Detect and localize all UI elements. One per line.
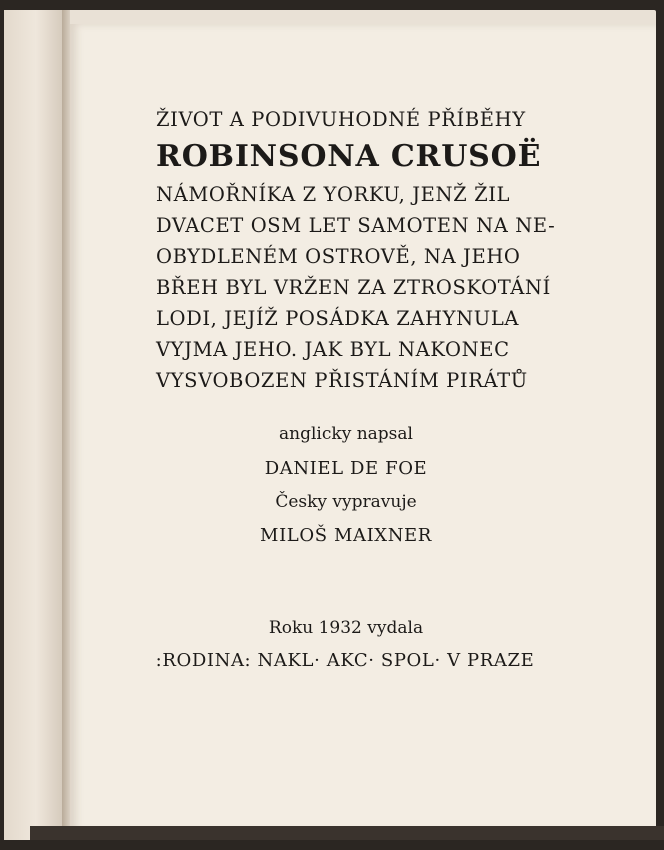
- publisher-line: :RODINA: NAKL· AKC· SPOL· V PRAZE: [155, 650, 535, 671]
- book-gutter: [62, 10, 70, 840]
- book-title: [156, 104, 556, 396]
- book-bottom-edge: [30, 826, 664, 840]
- title-line: NÁMOŘNÍKA Z YORKU, JENŽ ŽIL: [156, 183, 511, 206]
- publication-year-line: Roku 1932 vydala: [268, 618, 424, 638]
- author-name: DANIEL DE FOE: [264, 458, 428, 479]
- title-line: DVACET OSM LET SAMOTEN NA NE-: [156, 214, 556, 237]
- title-line: VYSVOBOZEN PŘISTÁNÍM PIRÁTŮ: [156, 369, 528, 392]
- title-line: ŽIVOT A PODIVUHODNÉ PŘÍBĚHY: [156, 108, 526, 131]
- title-line: VYJMA JEHO. JAK BYL NAKONEC: [156, 338, 510, 361]
- title-line: OBYDLENÉM OSTROVĚ, NA JEHO: [156, 245, 521, 268]
- retold-by-label: Česky vypravuje: [275, 492, 417, 512]
- previous-page-edge: [4, 10, 62, 840]
- written-in-label: anglicky napsal: [279, 424, 413, 444]
- title-line: BŘEH BYL VRŽEN ZA ZTROSKOTÁNÍ: [156, 276, 551, 299]
- translator-name: MILOŠ MAIXNER: [260, 525, 432, 546]
- title-line: LODI, JEJÍŽ POSÁDKA ZAHYNULA: [156, 307, 520, 330]
- title-main-line: ROBINSONA CRUSOË: [156, 139, 542, 174]
